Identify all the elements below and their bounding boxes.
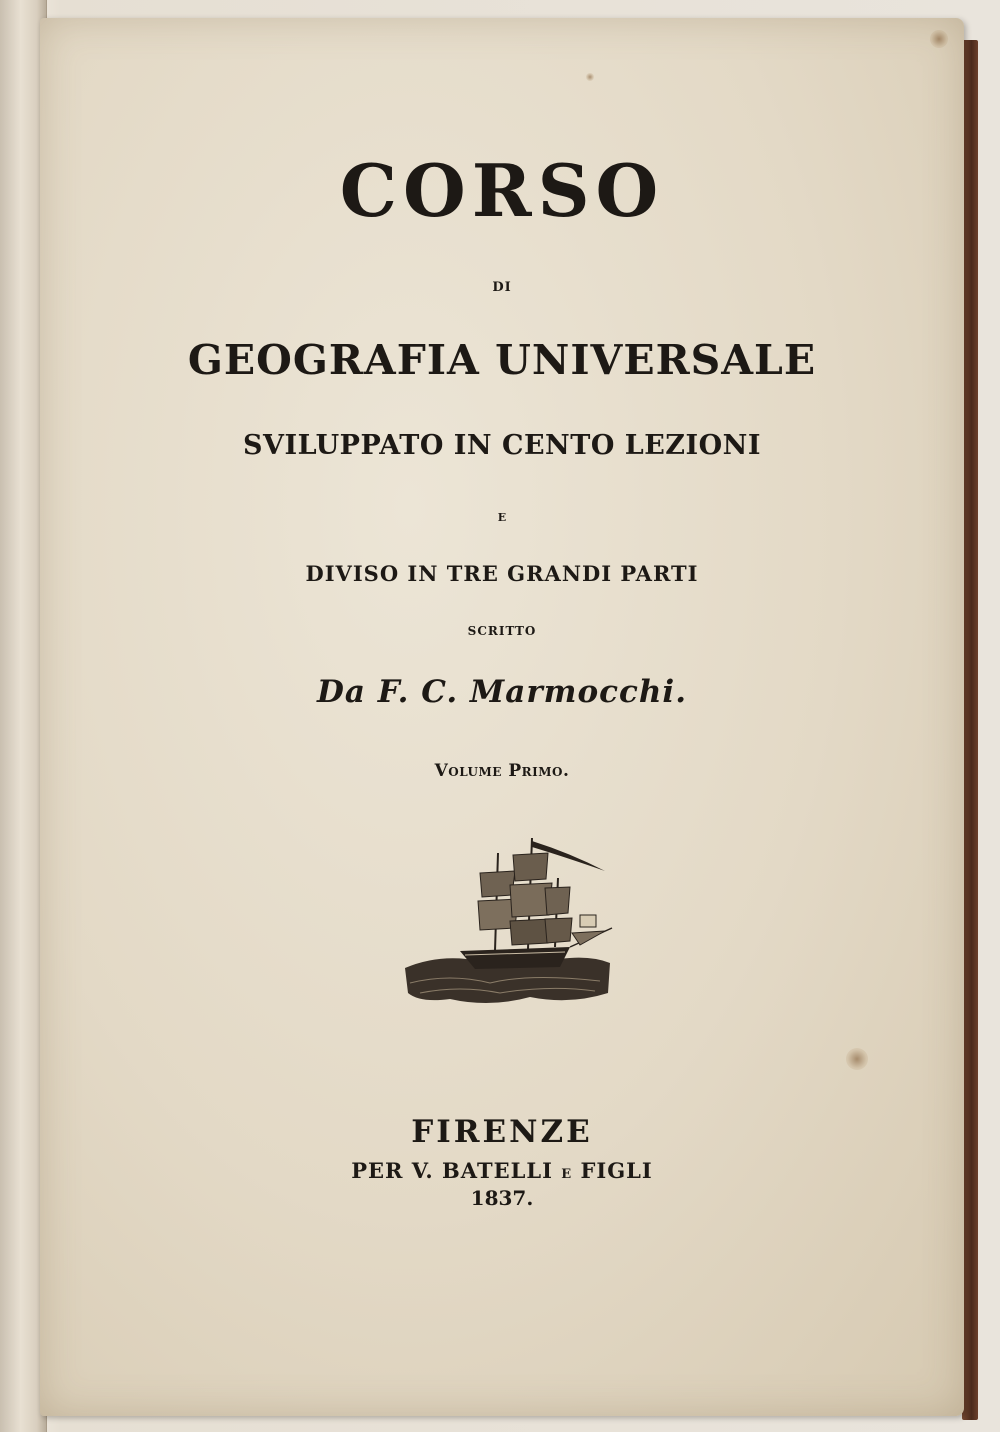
publisher-suffix: FIGLI — [580, 1158, 653, 1183]
author-name: Da F. C. Marmocchi. — [316, 674, 688, 710]
imprint-publisher — [40, 1158, 964, 1183]
subtitle-conjunction: E — [497, 511, 507, 524]
imprint-city: FIRENZE — [411, 1114, 593, 1150]
written-by-label: SCRITTO — [467, 624, 537, 638]
title-subject: GEOGRAFIA UNIVERSALE — [187, 336, 817, 384]
foxing-spot — [930, 30, 948, 48]
foxing-spot — [586, 73, 594, 81]
volume-label: Volume Primo. — [434, 761, 570, 781]
title-di: DI — [492, 280, 512, 295]
title-page — [40, 18, 964, 1416]
title-main: CORSO — [339, 148, 665, 233]
publisher-conjunction: E — [561, 1167, 573, 1182]
subtitle-line-2: DIVISO IN TRE GRANDI PARTI — [305, 561, 699, 586]
foxing-spot — [846, 1048, 868, 1070]
book-cover-edge — [962, 40, 978, 1420]
subtitle-line-1: SVILUPPATO IN CENTO LEZIONI — [243, 430, 761, 461]
publisher-prefix: PER V. BATELLI — [351, 1158, 553, 1183]
imprint-year: 1837. — [470, 1186, 534, 1210]
sailing-ship-icon — [400, 833, 615, 1013]
